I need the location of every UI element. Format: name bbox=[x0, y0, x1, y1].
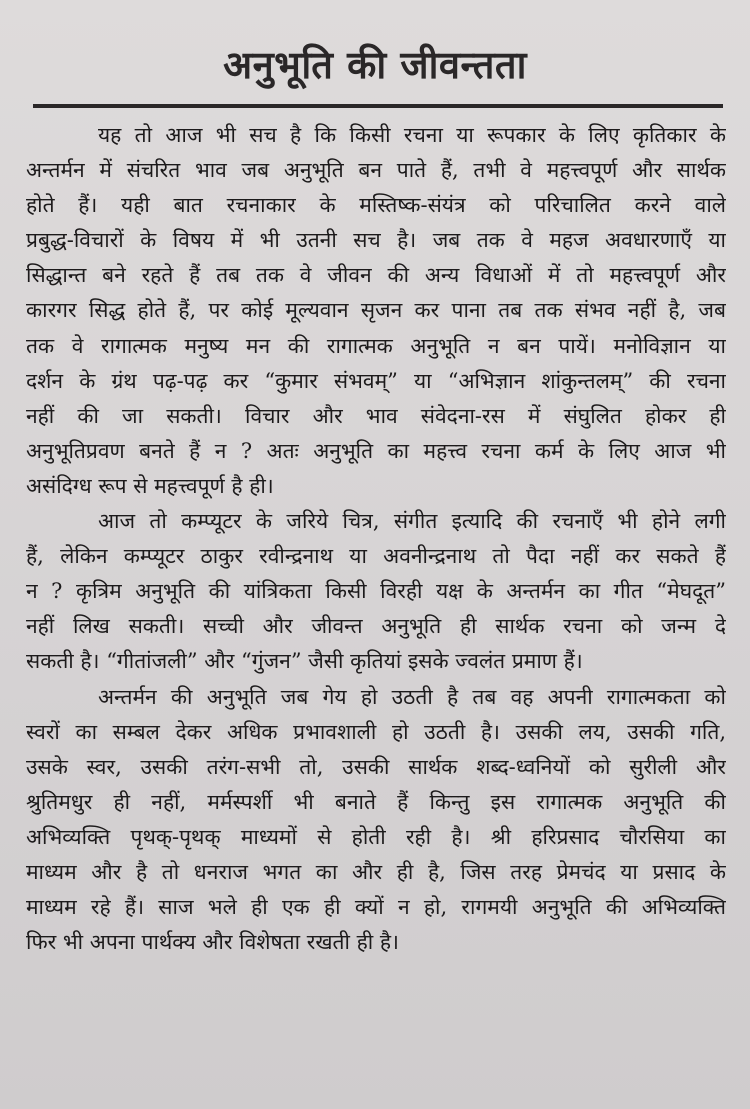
text-line: अभिव्यक्ति पृथक्-पृथक् माध्यमों से होती रही है। श्री हरिप्रसाद चौरसिया का bbox=[26, 824, 726, 849]
text-line: फिर भी अपना पार्थक्य और विशेषता रखती ही है। bbox=[26, 930, 399, 955]
text-line: असंदिग्ध रूप से महत्त्वपूर्ण है ही। bbox=[26, 473, 274, 498]
text-line: अन्तर्मन में संचरित भाव जब अनुभूति बन पाते हैं, तभी वे महत्त्वपूर्ण और सार्थक bbox=[26, 158, 726, 183]
text-line: नहीं की जा सकती। विचार और भाव संवेदना-रस में संघुलित होकर ही bbox=[26, 403, 726, 428]
title-underline bbox=[33, 104, 723, 108]
text-line: दर्शन के ग्रंथ पढ़-पढ़ कर “कुमार संभवम्” या “अभिज्ञान शांकुन्तलम्” की रचना bbox=[26, 368, 726, 393]
text-line: श्रुतिमधुर ही नहीं, मर्मस्पर्शी भी बनाते हैं किन्तु इस रागात्मक अनुभूति की bbox=[26, 789, 726, 814]
paragraph-3 bbox=[26, 680, 726, 961]
paragraph-2 bbox=[26, 504, 726, 679]
text-line: कारगर सिद्ध होते हैं, पर कोई मूल्यवान सृजन कर पाना तब तक संभव नहीं है, जब bbox=[26, 298, 726, 323]
text-line: माध्यम और है तो धनराज भगत का और ही है, जिस तरह प्रेमचंद या प्रसाद के bbox=[26, 859, 726, 884]
text-line: सिद्धान्त बने रहते हैं तब तक वे जीवन की अन्य विधाओं में तो महत्त्वपूर्ण और bbox=[26, 263, 726, 288]
paragraph-1 bbox=[26, 118, 726, 504]
text-line: उसके स्वर, उसकी तरंग-सभी तो, उसकी सार्थक शब्द-ध्वनियों को सुरीली और bbox=[26, 754, 726, 779]
text-line: अन्तर्मन की अनुभूति जब गेय हो उठती है तब वह अपनी रागात्मकता को bbox=[98, 684, 726, 709]
chapter-title: अनुभूति की जीवन्तता bbox=[223, 42, 527, 87]
text-line: होते हैं। यही बात रचनाकार के मस्तिष्क-संयंत्र को परिचालित करने वाले bbox=[26, 193, 726, 218]
chapter-body bbox=[26, 118, 726, 960]
text-line: यह तो आज भी सच है कि किसी रचना या रूपकार के लिए कृतिकार के bbox=[98, 123, 726, 147]
text-line: हैं, लेकिन कम्प्यूटर ठाकुर रवीन्द्रनाथ या अवनीन्द्रनाथ तो पैदा नहीं कर सकते हैं bbox=[26, 544, 726, 569]
text-line: आज तो कम्प्यूटर के जरिये चित्र, संगीत इत्यादि की रचनाएँ भी होने लगी bbox=[98, 509, 726, 534]
text-line: स्वरों का सम्बल देकर अधिक प्रभावशाली हो उठती है। उसकी लय, उसकी गति, bbox=[26, 719, 726, 744]
text-line: सकती है। “गीतांजली” और “गुंजन” जैसी कृतियां इसके ज्वलंत प्रमाण हैं। bbox=[26, 649, 583, 674]
text-line: तक वे रागात्मक मनुष्य मन की रागात्मक अनुभूति न बन पायें। मनोविज्ञान या bbox=[26, 333, 726, 358]
text-line: नहीं लिख सकती। सच्ची और जीवन्त अनुभूति ही सार्थक रचना को जन्म दे bbox=[26, 614, 726, 639]
text-line: न ? कृत्रिम अनुभूति की यांत्रिकता किसी विरही यक्ष के अन्तर्मन का गीत “मेघदूत” bbox=[26, 579, 726, 604]
text-line: प्रबुद्ध-विचारों के विषय में भी उतनी सच है। जब तक वे महज अवधारणाएँ या bbox=[26, 228, 726, 253]
text-line: अनुभूतिप्रवण बनते हैं न ? अतः अनुभूति का महत्त्व रचना कर्म के लिए आज भी bbox=[26, 438, 726, 463]
text-line: माध्यम रहे हैं। साज भले ही एक ही क्यों न हो, रागमयी अनुभूति की अभिव्यक्ति bbox=[26, 895, 726, 920]
